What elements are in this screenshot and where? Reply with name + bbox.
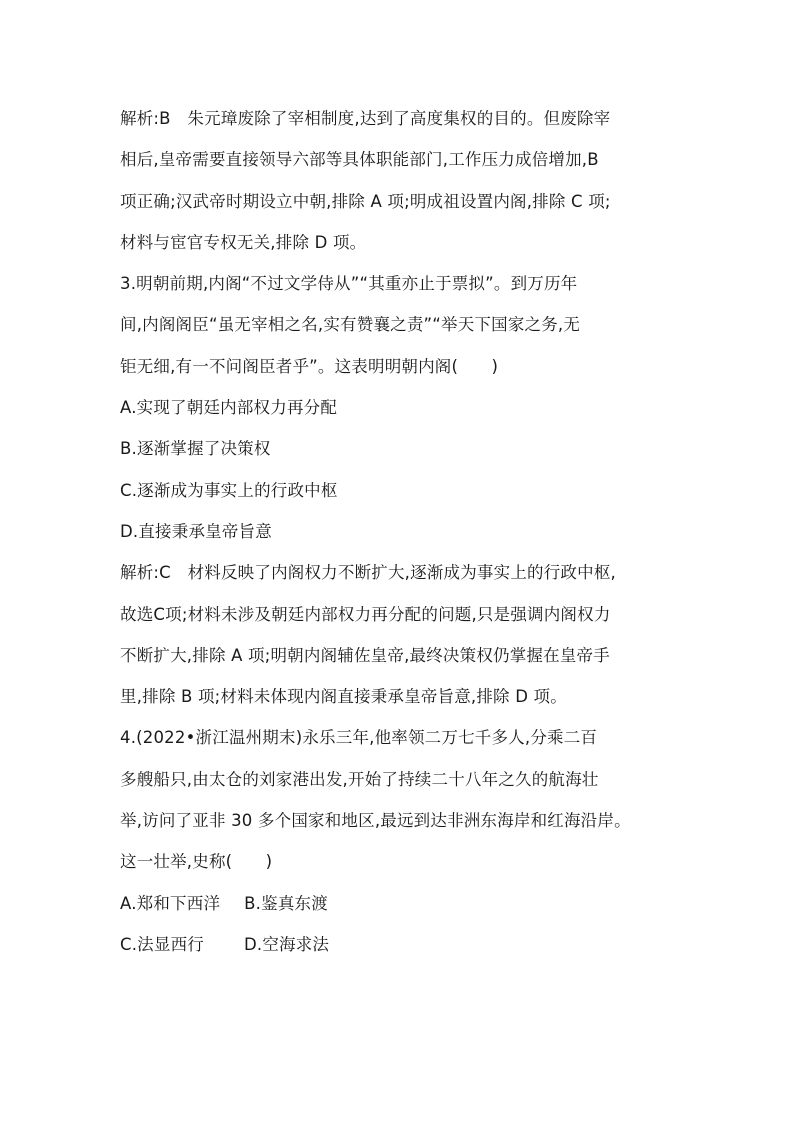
document-content [120,98,690,965]
text-line: 不断扩大,排除 A 项;明朝内阁辅佐皇帝,最终决策权仍掌握在皇帝手 [120,645,610,665]
question-stem-line: 举,访问了亚非 30 多个国家和地区,最远到达非洲东海岸和红海沿岸。 [120,811,631,831]
options-row [120,924,690,965]
q2-analysis [120,98,690,263]
question-stem-line: 3.明朝前期,内阁“不过文学侍从”“其重亦止于票拟”。到万历年 [120,274,578,294]
text-line: 故选C项;材料未涉及朝廷内部权力再分配的问题,只是强调内阁权力 [120,604,611,624]
question-stem-line: 间,内阁阁臣“虽无宰相之名,实有赞襄之责”“举天下国家之务,无 [120,315,581,335]
text-line: 项正确;汉武帝时期设立中朝,排除 A 项;明成祖设置内阁,排除 C 项; [120,191,611,211]
question-stem-line: 钜无细,有一不问阁臣者乎”。这表明明朝内阁( ) [120,356,499,376]
q4-question [120,717,690,965]
option-a: A.郑和下西洋 [120,893,221,913]
question-stem-line: 多艘船只,由太仓的刘家港出发,开始了持续二十八年之久的航海壮 [120,769,599,789]
option-d: D.直接秉承皇帝旨意 [120,521,272,541]
option-b: B.逐渐掌握了决策权 [120,439,271,459]
text-line: 材料与宦官专权无关,排除 D 项。 [120,232,367,252]
q3-analysis [120,552,690,717]
option-c: C.逐渐成为事实上的行政中枢 [120,480,338,500]
option-a: A.实现了朝廷内部权力再分配 [120,398,338,418]
option-b: B.鉴真东渡 [244,893,328,913]
text-line: 解析:C 材料反映了内阁权力不断扩大,逐渐成为事实上的行政中枢, [120,563,616,583]
option-d: D.空海求法 [243,934,330,954]
question-stem-line: 这一壮举,史称( ) [120,852,273,872]
option-c: C.法显西行 [120,934,204,954]
text-line: 里,排除 B 项;材料未体现内阁直接秉承皇帝旨意,排除 D 项。 [120,687,567,707]
question-stem-line: 4.(2022•浙江温州期末)永乐三年,他率领二万七千多人,分乘二百 [120,728,598,748]
q3-question [120,263,690,552]
text-line: 相后,皇帝需要直接领导六部等具体职能部门,工作压力成倍增加,B [120,150,599,170]
options-row [120,883,690,924]
text-line: 解析:B 朱元璋废除了宰相制度,达到了高度集权的目的。但废除宰 [120,109,611,128]
